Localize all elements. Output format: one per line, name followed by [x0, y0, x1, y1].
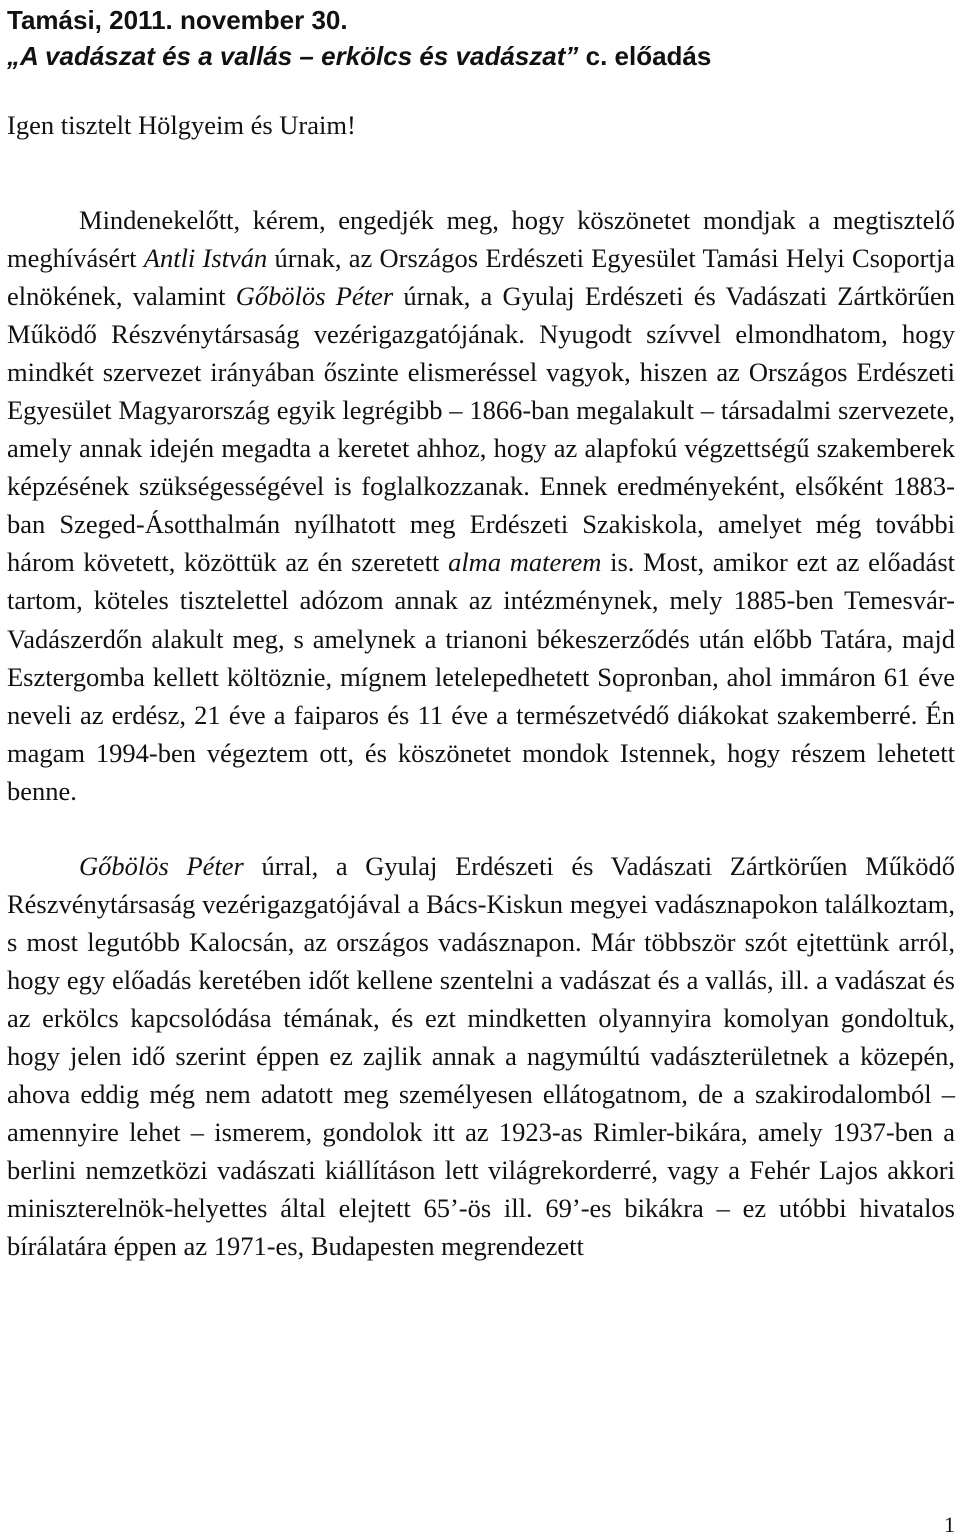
salutation: Igen tisztelt Hölgyeim és Uraim!: [7, 110, 356, 140]
paragraph-1-text-4: is. Most, amikor ezt az előadást tartom, köteles tisztelettel adózom annak az intézménynek, mely 1885-ben Temesvár-Vadászerdőn alakult meg, s amelynek a trianoni békeszerződés után előbb Tatára, majd Esztergomba kellett költöznie, mígnem letelepedhetett Sopronban, ahol immáron 61 éve neveli az erdész, 21 éve a faiparos és 11 éve a természetvédő diákokat szakemberré. Én magam 1994-ben végeztem ott, és köszönetet mondok Istennek, hogy részem lehetett benne.: [7, 547, 955, 806]
document-page: [7, 0, 955, 1265]
paragraph-2: [7, 847, 955, 1266]
page-number: 1: [944, 1512, 955, 1537]
lecture-title: „A vadászat és a vallás – erkölcs és vadászat”: [7, 41, 579, 71]
paragraph-1: [7, 201, 955, 810]
person-name-gobolos-2: Gőbölös Péter: [79, 850, 244, 881]
latin-phrase: alma materem: [448, 547, 602, 578]
person-name-antli: Antli István: [143, 243, 268, 274]
paragraph-1-text-1: Mindenekelőtt, kérem, engedjék meg, hogy köszönetet mondjak a megtisztelő meghívásért: [7, 205, 955, 274]
paragraph-1-text-3: úrnak, a Gyulaj Erdészeti és Vadászati Zártkörűen Működő Részvénytársaság vezérigazgatójának. Nyugodt szívvel elmondhatom, hogy mindkét szervezet irányában őszinte elismeréssel vagyok, hiszen az Országos Erdészeti Egyesület Magyarország egyik legrégibb – 1866-ban megalakult – társadalmi szervezete, amely annak idején megadta a keretet ahhoz, hogy az alapfokú végzettségű szakemberek képzésének szükségességével is foglalkozzanak. Ennek eredményeként, elsőként 1883-ban Szeged-Ásotthalmán nyílhatott meg Erdészeti Szakiskola, amelyet még további három követett, közöttük az én szeretett: [7, 281, 956, 578]
lecture-title-suffix: c. előadás: [578, 41, 712, 71]
header-title-line: [7, 38, 955, 74]
person-name-gobolos: Gőbölös Péter: [235, 281, 394, 312]
paragraph-1-text-2: úrnak, az Országos Erdészeti Egyesület Tamási Helyi Csoportja elnökének, valamint: [7, 243, 955, 312]
header-date-line: Tamási, 2011. november 30.: [7, 5, 348, 35]
paragraph-2-text-1: úrral, a Gyulaj Erdészeti és Vadászati Zártkörűen Működő Részvénytársaság vezérigazgatójával a Bács-Kiskun megyei vadásznapokon találkoztam, s most legutóbb Kalocsán, az országos vadásznapon. Már többször szót ejtettünk arról, hogy egy előadás keretében időt kellene szentelni a vadászat és a vallás, ill. a vadászat és az erkölcs kapcsolódása témának, és ezt mindketten olyannyira komolyan gondoltuk, hogy jelen idő szerint éppen ez zajlik annak a nagymúltú vadászterületnek a közepén, ahova eddig még nem adatott meg személyesen ellátogatnom, de a szakirodalomból – amennyire lehet – ismerem, gondolok itt az 1923-as Rimler-bikára, amely 1937-ben a berlini nemzetközi vadászati kiállításon lett világrekorderré, vagy a Fehér Lajos akkori miniszterelnök-helyettes által elejtett 65’-ös ill. 69’-es bikákra – ez utóbbi hivatalos bírálatára éppen az 1971-es, Budapesten megrendezett: [7, 850, 955, 1262]
